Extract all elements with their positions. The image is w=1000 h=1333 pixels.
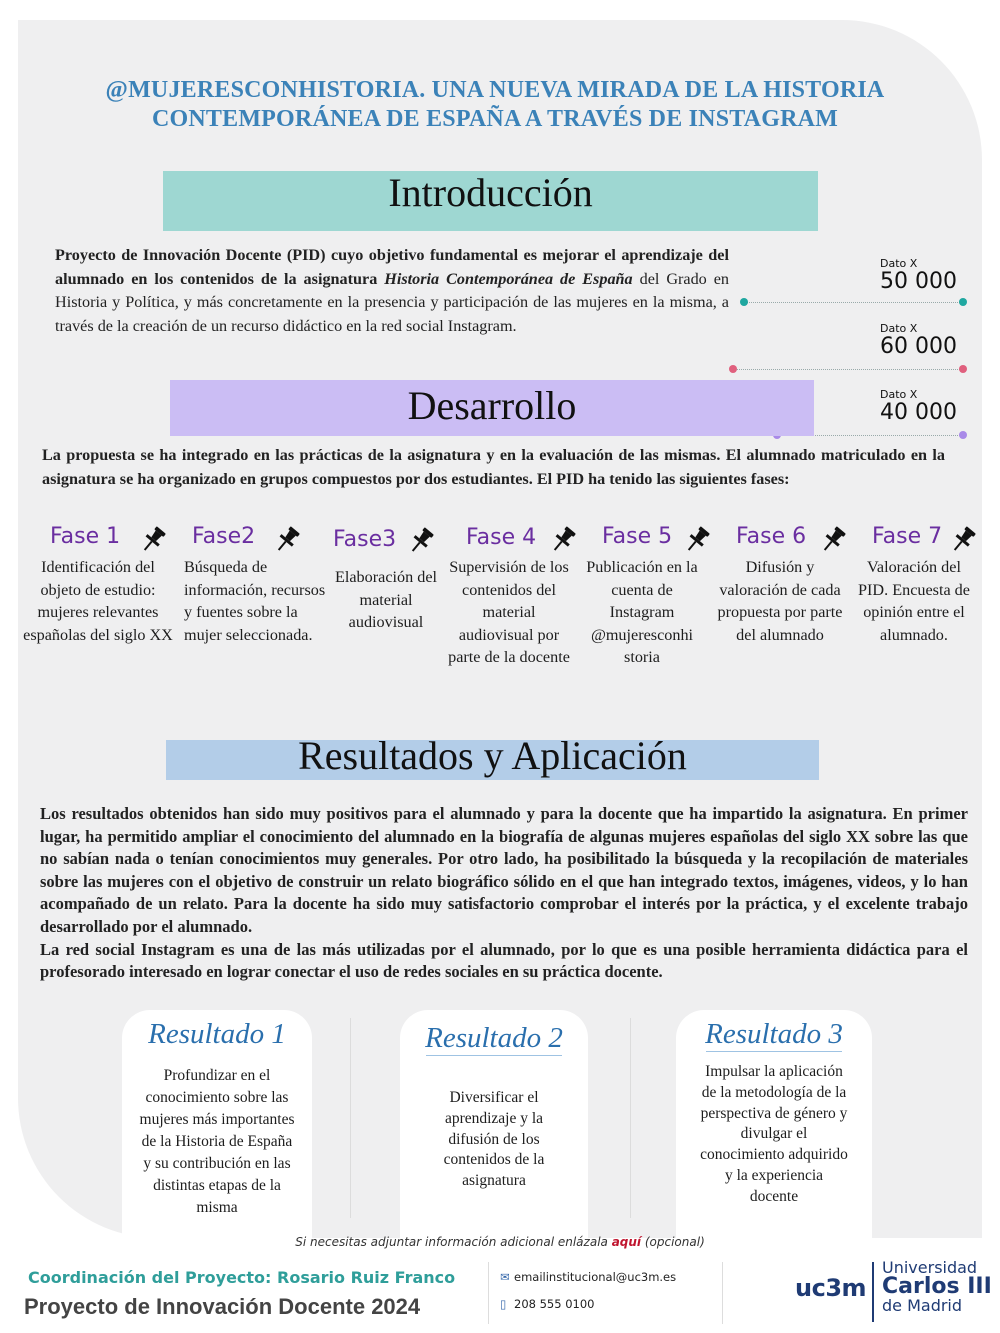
phase-3-label: Fase3 xyxy=(333,527,397,552)
result-card-3-rule xyxy=(706,1051,842,1052)
phase-4-label: Fase 4 xyxy=(466,525,537,550)
phase-7 xyxy=(850,524,1000,646)
results-heading: Resultados y Aplicación xyxy=(298,733,687,778)
stat-2-line xyxy=(733,369,964,370)
email-text[interactable]: emailinstitucional@uc3m.es xyxy=(514,1270,677,1284)
contact-phone xyxy=(500,1297,594,1311)
phase-4 xyxy=(446,524,596,669)
development-heading-banner xyxy=(170,380,814,436)
phase-2-label: Fase2 xyxy=(192,524,256,549)
project-coordinator: Coordinación del Proyecto: Rosario Ruiz Franco xyxy=(28,1268,456,1287)
pushpin-icon xyxy=(948,524,978,556)
result-card-1-title: Resultado 1 xyxy=(148,1018,286,1050)
stat-2-dot-end xyxy=(959,365,967,373)
intro-heading: Introducción xyxy=(388,170,593,215)
result-card-3-title: Resultado 3 xyxy=(705,1018,843,1050)
result-card-2-text: Diversificar el aprendizaje y la difusión de los contenidos de la asignatura xyxy=(443,1089,545,1190)
footer-divider-1 xyxy=(488,1262,489,1324)
stat-2-dot-start xyxy=(729,365,737,373)
stat-1-dot-start xyxy=(740,298,748,306)
pushpin-icon xyxy=(548,524,578,556)
phase-1-label: Fase 1 xyxy=(50,524,121,549)
results-heading-banner xyxy=(166,733,819,780)
additional-info-note xyxy=(0,1235,1000,1249)
stat-1-dot-end xyxy=(959,298,967,306)
result-card-1 xyxy=(122,1010,312,1238)
intro-heading-banner xyxy=(163,171,818,231)
contact-email[interactable] xyxy=(500,1270,676,1284)
stat-1-line xyxy=(744,302,964,303)
result-card-2-rule xyxy=(426,1055,562,1056)
phase-6-text: Difusión y valoración de cada propuesta por parte del alumnado xyxy=(717,558,843,644)
logo-line-2: Carlos III xyxy=(882,1274,992,1299)
pushpin-icon xyxy=(818,524,848,556)
stat-1-label: Dato X xyxy=(880,257,918,270)
phase-7-text: Valoración del PID. Encuesta de opinión entre el alumnado. xyxy=(858,558,970,644)
phase-6 xyxy=(712,524,862,646)
phone-text: 208 555 0100 xyxy=(514,1297,595,1311)
additional-info-link[interactable]: aquí xyxy=(611,1235,642,1249)
logo-divider xyxy=(872,1262,874,1322)
phase-4-text: Supervisión de los contenidos del material audiovisual por parte de la docente xyxy=(448,558,570,666)
phase-1 xyxy=(22,524,172,646)
results-paragraphs xyxy=(40,803,968,984)
phase-2 xyxy=(180,524,330,646)
intro-course-name: Historia Contemporánea de España xyxy=(384,269,633,288)
poster-title xyxy=(40,76,950,134)
results-paragraph-2: La red social Instagram es una de las más utilizadas por el alumnado, por lo que es una posible herramienta didáctica para el profesorado interesado en lograr conectar el uso de redes sociales en su práctica docente. xyxy=(40,939,968,982)
email-icon: ✉ xyxy=(500,1270,510,1284)
stat-2 xyxy=(880,323,980,359)
result-card-1-text: Profundizar en el conocimiento sobre las mujeres más importantes de la Historia de España y su contribución en las distintas etapas de la misma xyxy=(139,1067,295,1216)
intro-text-end: del Grado en Historia y Política, y más concretamente en la presencia y participación de las mujeres en la misma, a través de la creación de un recurso didáctico en la red social Instagram. xyxy=(55,269,729,335)
pushpin-icon xyxy=(682,524,712,556)
development-heading: Desarrollo xyxy=(407,383,577,428)
results-paragraph-1: Los resultados obtenidos han sido muy positivos para el alumnado y para la docente que ha impartido la asignatura. En primer lugar, ha permitido ampliar el conocimiento del alumnado en la biografía de algunas mujeres españolas del siglo XX sobre las que no sabían nada o tenían conocimientos muy generales. Por otro lado, ha posibilitado la búsqueda y la recopilación de materiales sobre las mujeres con el objetivo de construir un relato biográfico sólido en el que han integrado textos, imágenes, videos, y lo han acompañado de un relato. Para la docente ha sido muy satisfactorio comprobar el interés por la práctica, y el excelente trabajo desarrollado por el alumnado. xyxy=(40,804,968,936)
phase-6-label: Fase 6 xyxy=(736,524,807,549)
intro-paragraph xyxy=(55,244,729,338)
intro-text-start: Proyecto de Innovación Docente (PID) cuyo objetivo fundamental es mejorar el aprendizaje del alumnado en los contenidos de la asignatura xyxy=(55,246,729,288)
pushpin-icon xyxy=(272,524,302,556)
result-card-3-text: Impulsar la aplicación de la metodología de la perspectiva de género y divulgar el conocimiento adquirido y la experiencia docente xyxy=(700,1063,848,1205)
title-line-1: @MUJERESCONHISTORIA. UNA NUEVA MIRADA DE LA HISTORIA xyxy=(105,77,885,103)
stat-3 xyxy=(880,389,980,425)
phase-5 xyxy=(578,524,728,669)
stat-1-value: 50 000 xyxy=(880,269,957,294)
card-divider-2 xyxy=(630,1018,631,1218)
university-logo xyxy=(882,1260,992,1314)
development-text: La propuesta se ha integrado en las prácticas de la asignatura y en la evaluación de las mismas. El alumnado matriculado en la asignatura se ha organizado en grupos compuestos por dos estudiantes. El PID ha tenido las siguientes fases: xyxy=(42,446,945,488)
footer-divider-2 xyxy=(722,1262,723,1324)
project-name: Proyecto de Innovación Docente 2024 xyxy=(24,1294,421,1319)
phase-5-label: Fase 5 xyxy=(602,524,673,549)
note-optional: (opcional) xyxy=(641,1235,705,1249)
stat-3-value: 40 000 xyxy=(880,400,957,425)
phase-3-text: Elaboración del material audiovisual xyxy=(334,568,438,631)
phase-5-text: Publicación en la cuenta de Instagram @mujeresconhi storia xyxy=(586,558,698,666)
logo-line-1: Universidad xyxy=(882,1258,978,1277)
pushpin-icon xyxy=(406,525,436,557)
phase-1-text: Identificación del objeto de estudio: mujeres relevantes españolas del siglo XX xyxy=(23,558,173,644)
note-text: Si necesitas adjuntar información adicional enlázala xyxy=(295,1235,612,1249)
phase-7-label: Fase 7 xyxy=(872,524,943,549)
result-card-2 xyxy=(400,1010,588,1238)
stat-2-value: 60 000 xyxy=(880,334,957,359)
uc3m-logo: uc3m xyxy=(795,1274,867,1302)
result-card-3 xyxy=(676,1010,872,1238)
title-line-2: CONTEMPORÁNEA DE ESPAÑA A TRAVÉS DE INSTAGRAM xyxy=(151,106,838,132)
stat-3-label: Dato X xyxy=(880,388,918,401)
pushpin-icon xyxy=(138,524,168,556)
phone-icon: ▯ xyxy=(500,1297,507,1311)
card-divider-1 xyxy=(350,1018,351,1218)
stat-2-label: Dato X xyxy=(880,322,918,335)
stat-1 xyxy=(880,258,980,294)
development-paragraph xyxy=(42,444,945,491)
result-card-2-title: Resultado 2 xyxy=(425,1022,563,1054)
stat-3-dot-end xyxy=(959,431,967,439)
logo-line-3: de Madrid xyxy=(882,1296,963,1315)
phase-2-text: Búsqueda de información, recursos y fuentes sobre la mujer seleccionada. xyxy=(184,558,326,644)
